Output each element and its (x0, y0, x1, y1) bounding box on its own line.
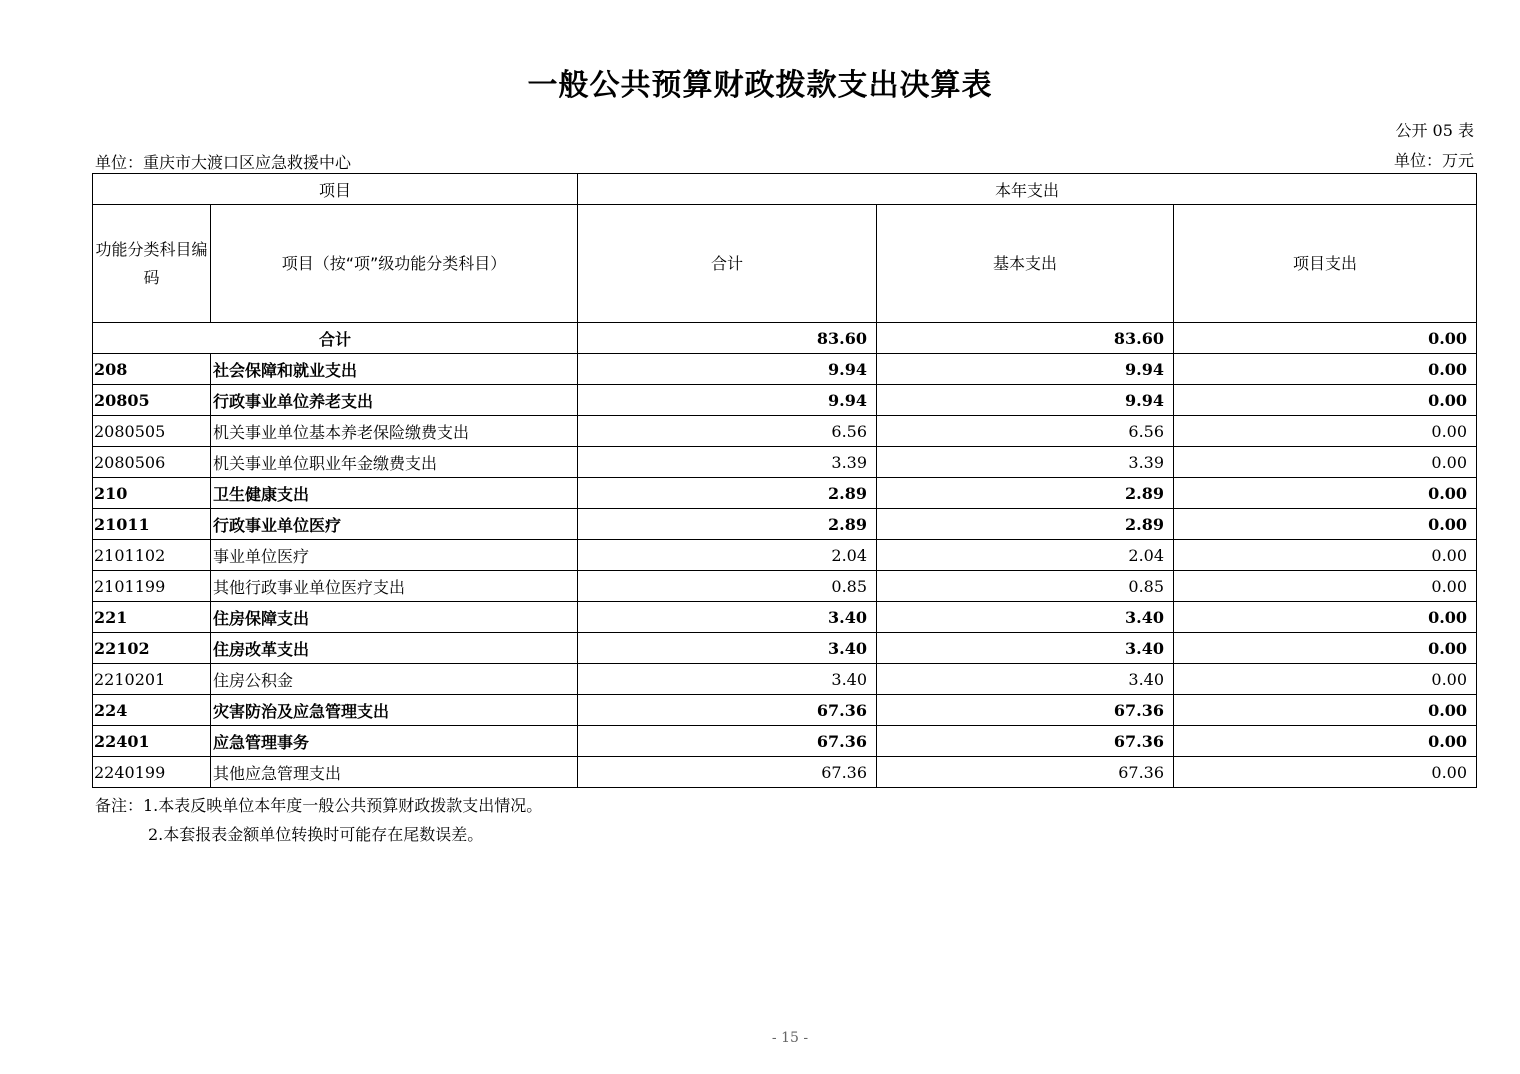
unit-currency: 单位：万元 (1393, 151, 1474, 170)
table-row (93, 571, 1477, 602)
total-amount: 83.60 (578, 323, 877, 354)
table-row (93, 602, 1477, 633)
table-row (93, 385, 1477, 416)
header-project-expense: 项目支出 (1174, 205, 1477, 323)
row-project: 0.00 (1174, 726, 1477, 757)
row-basic: 2.89 (877, 478, 1174, 509)
unit-organization: 单位：重庆市大渡口区应急救援中心 (95, 153, 352, 172)
row-code: 22401 (93, 726, 211, 757)
header-project: 项目 (93, 174, 578, 205)
table-row (93, 664, 1477, 695)
row-basic: 67.36 (877, 695, 1174, 726)
row-project: 0.00 (1174, 385, 1477, 416)
table-row (93, 416, 1477, 447)
row-project: 0.00 (1174, 633, 1477, 664)
row-code: 208 (93, 354, 211, 385)
row-total: 3.39 (578, 447, 877, 478)
row-total: 3.40 (578, 602, 877, 633)
row-project: 0.00 (1174, 695, 1477, 726)
row-basic: 3.40 (877, 633, 1174, 664)
row-total: 67.36 (578, 726, 877, 757)
row-name: 社会保障和就业支出 (211, 354, 578, 385)
total-basic: 83.60 (877, 323, 1174, 354)
row-name: 机关事业单位职业年金缴费支出 (211, 447, 578, 478)
row-basic: 3.40 (877, 664, 1174, 695)
row-total: 67.36 (578, 757, 877, 788)
row-project: 0.00 (1174, 354, 1477, 385)
row-total: 67.36 (578, 695, 877, 726)
total-label: 合计 (93, 323, 578, 354)
row-basic: 2.04 (877, 540, 1174, 571)
row-basic: 67.36 (877, 726, 1174, 757)
row-name: 机关事业单位基本养老保险缴费支出 (211, 416, 578, 447)
row-basic: 3.39 (877, 447, 1174, 478)
header-current-year: 本年支出 (578, 174, 1477, 205)
row-code: 2101102 (93, 540, 211, 571)
row-project: 0.00 (1174, 571, 1477, 602)
row-project: 0.00 (1174, 664, 1477, 695)
row-code: 22102 (93, 633, 211, 664)
expenditure-table (92, 173, 1477, 788)
row-code: 221 (93, 602, 211, 633)
note-1: 备注：1.本表反映单位本年度一般公共预算财政拨款支出情况。 (95, 796, 543, 815)
row-total: 2.04 (578, 540, 877, 571)
page-title: 一般公共预算财政拨款支出决算表 (527, 68, 993, 103)
row-name: 住房改革支出 (211, 633, 578, 664)
row-name: 行政事业单位医疗 (211, 509, 578, 540)
row-code: 2080506 (93, 447, 211, 478)
row-name: 住房公积金 (211, 664, 578, 695)
row-project: 0.00 (1174, 416, 1477, 447)
row-name: 卫生健康支出 (211, 478, 578, 509)
page-number: - 15 - (771, 1030, 809, 1046)
row-total: 6.56 (578, 416, 877, 447)
row-total: 3.40 (578, 633, 877, 664)
table-row (93, 757, 1477, 788)
notes (95, 791, 542, 849)
header-basic: 基本支出 (877, 205, 1174, 323)
row-total: 3.40 (578, 664, 877, 695)
row-code: 21011 (93, 509, 211, 540)
row-name: 灾害防治及应急管理支出 (211, 695, 578, 726)
row-project: 0.00 (1174, 757, 1477, 788)
row-project: 0.00 (1174, 478, 1477, 509)
row-project: 0.00 (1174, 509, 1477, 540)
row-total: 0.85 (578, 571, 877, 602)
table-row (93, 509, 1477, 540)
row-code: 2080505 (93, 416, 211, 447)
row-name: 行政事业单位养老支出 (211, 385, 578, 416)
row-name: 应急管理事务 (211, 726, 578, 757)
table-row (93, 540, 1477, 571)
row-total: 2.89 (578, 509, 877, 540)
row-total: 9.94 (578, 385, 877, 416)
table-row (93, 354, 1477, 385)
header-code: 功能分类科目编码 (93, 205, 211, 323)
row-name: 其他行政事业单位医疗支出 (211, 571, 578, 602)
table-code: 公开 05 表 (1395, 121, 1474, 140)
row-code: 2101199 (93, 571, 211, 602)
header-total: 合计 (578, 205, 877, 323)
row-project: 0.00 (1174, 447, 1477, 478)
row-basic: 0.85 (877, 571, 1174, 602)
row-code: 2210201 (93, 664, 211, 695)
row-code: 224 (93, 695, 211, 726)
note-2: 2.本套报表金额单位转换时可能存在尾数误差。 (148, 825, 484, 844)
total-row (93, 323, 1477, 354)
table-row (93, 695, 1477, 726)
header-name: 项目（按“项”级功能分类科目） (211, 205, 578, 323)
row-project: 0.00 (1174, 602, 1477, 633)
row-total: 2.89 (578, 478, 877, 509)
table-row (93, 726, 1477, 757)
row-total: 9.94 (578, 354, 877, 385)
row-code: 20805 (93, 385, 211, 416)
row-name: 住房保障支出 (211, 602, 578, 633)
row-basic: 3.40 (877, 602, 1174, 633)
total-project: 0.00 (1174, 323, 1477, 354)
row-basic: 2.89 (877, 509, 1174, 540)
row-basic: 9.94 (877, 385, 1174, 416)
row-basic: 6.56 (877, 416, 1174, 447)
row-name: 其他应急管理支出 (211, 757, 578, 788)
table-row (93, 447, 1477, 478)
row-basic: 9.94 (877, 354, 1174, 385)
row-name: 事业单位医疗 (211, 540, 578, 571)
row-code: 210 (93, 478, 211, 509)
row-basic: 67.36 (877, 757, 1174, 788)
table-row (93, 478, 1477, 509)
table-row (93, 633, 1477, 664)
row-project: 0.00 (1174, 540, 1477, 571)
row-code: 2240199 (93, 757, 211, 788)
